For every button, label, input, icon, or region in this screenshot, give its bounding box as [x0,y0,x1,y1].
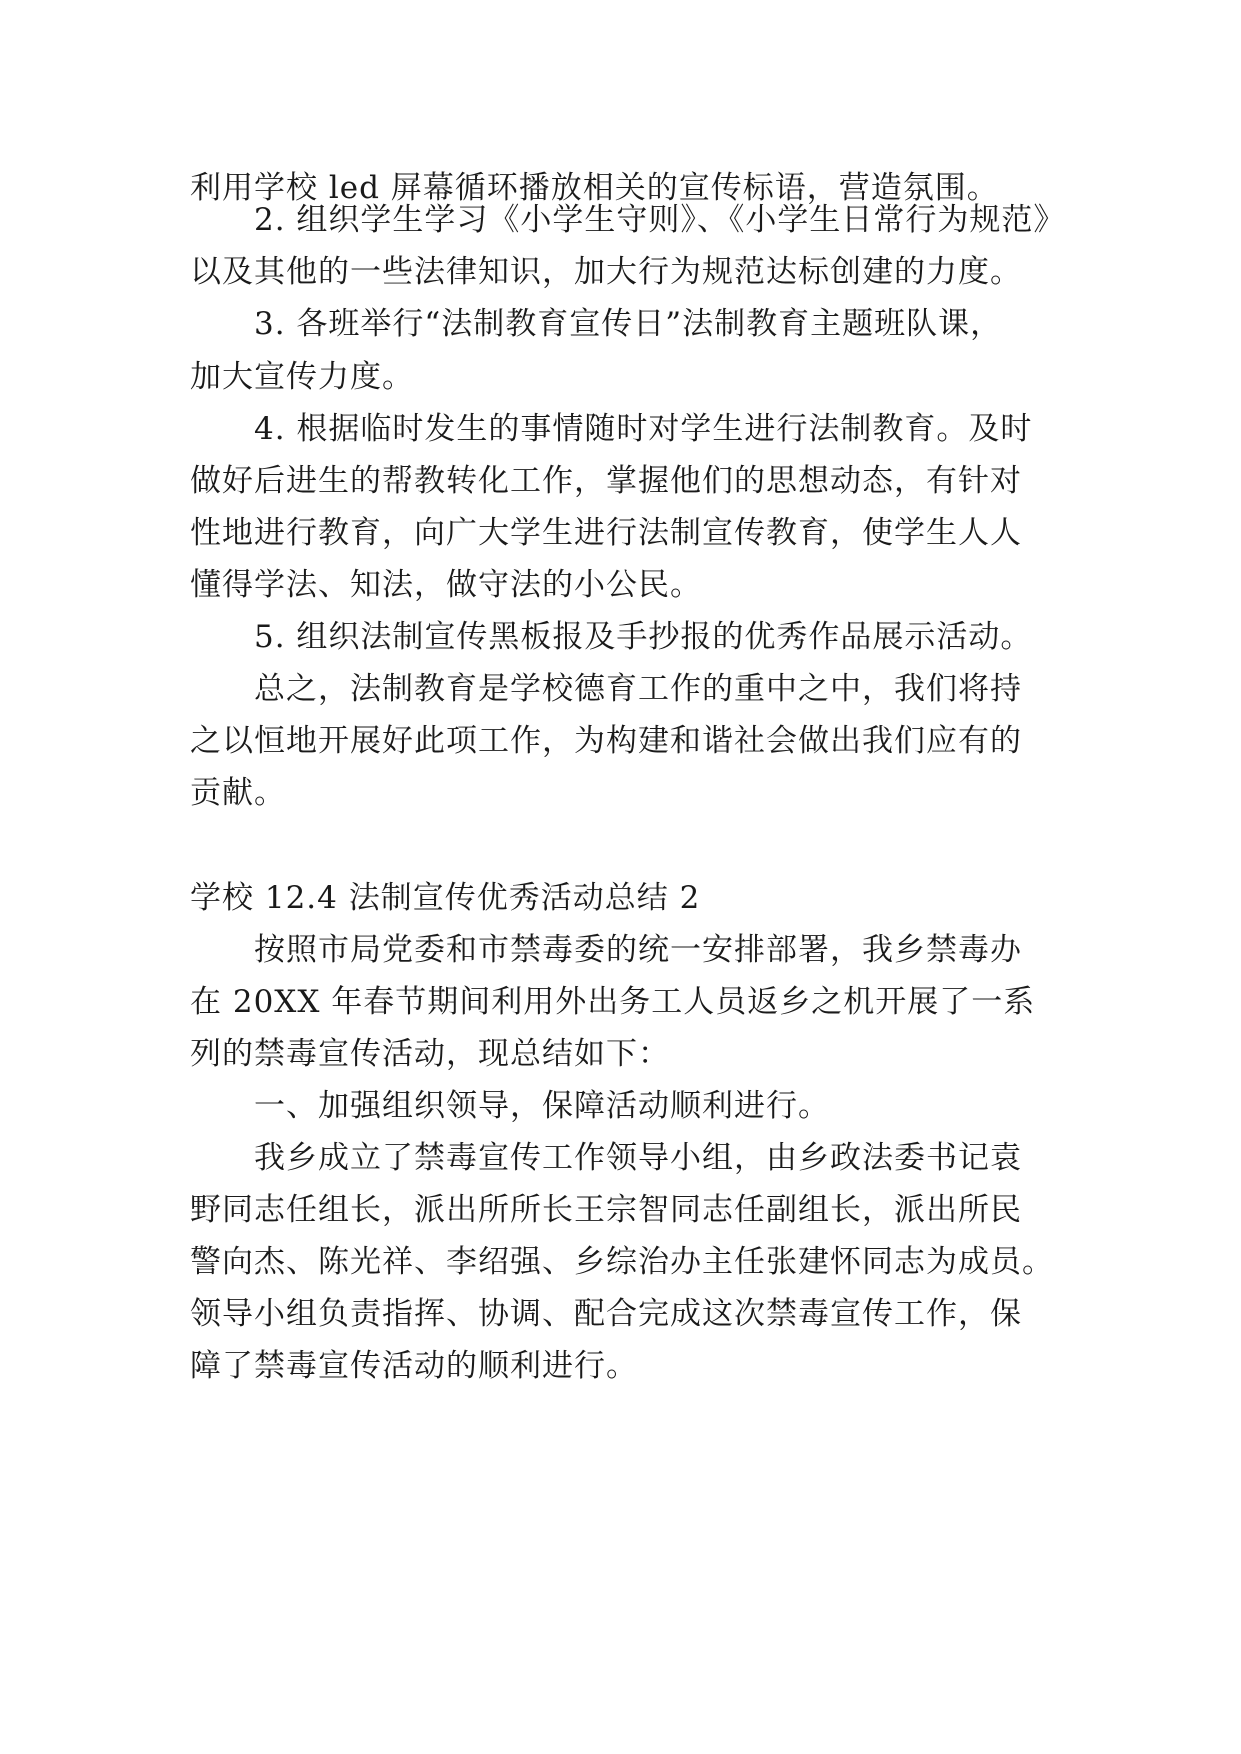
section-title: 学校 12.4 法制宣传优秀活动总结 2 [190,880,701,916]
text-line: 障了禁毒宣传活动的顺利进行。 [190,1348,638,1384]
text-line: 贡献。 [190,775,286,811]
text-line: 警向杰、陈光祥、李绍强、乡综治办主任张建怀同志为成员。 [190,1244,1054,1280]
text-line: 利用学校 led 屏幕循环播放相关的宣传标语，营造氛围。 [190,170,999,206]
text-line: 5. 组织法制宣传黑板报及手抄报的优秀作品展示活动。 [254,619,1033,655]
text-line: 总之，法制教育是学校德育工作的重中之中，我们将持 [254,671,1022,707]
text-line: 做好后进生的帮教转化工作，掌握他们的思想动态，有针对 [190,463,1022,499]
text-line: 以及其他的一些法律知识，加大行为规范达标创建的力度。 [190,254,1022,290]
text-line: 4. 根据临时发生的事情随时对学生进行法制教育。及时 [254,411,1033,447]
text-line: 在 20XX 年春节期间利用外出务工人员返乡之机开展了一系 [190,984,1036,1020]
text-line: 列的禁毒宣传活动，现总结如下： [190,1036,670,1072]
text-line: 性地进行教育，向广大学生进行法制宣传教育，使学生人人 [190,515,1022,551]
text-line: 懂得学法、知法，做守法的小公民。 [190,567,702,603]
text-line: 一、加强组织领导，保障活动顺利进行。 [254,1088,830,1124]
text-line: 3. 各班举行“法制教育宣传日”法制教育主题班队课， [254,306,1003,342]
text-line: 我乡成立了禁毒宣传工作领导小组，由乡政法委书记袁 [254,1140,1022,1176]
text-line: 野同志任组长，派出所所长王宗智同志任副组长，派出所民 [190,1192,1022,1228]
text-line: 2. 组织学生学习《小学生守则》、《小学生日常行为规范》 [254,202,1066,238]
text-line: 按照市局党委和市禁毒委的统一安排部署，我乡禁毒办 [254,932,1022,968]
text-line: 之以恒地开展好此项工作，为构建和谐社会做出我们应有的 [190,723,1022,759]
text-line: 领导小组负责指挥、协调、配合完成这次禁毒宣传工作，保 [190,1296,1022,1332]
text-line: 加大宣传力度。 [190,359,414,395]
